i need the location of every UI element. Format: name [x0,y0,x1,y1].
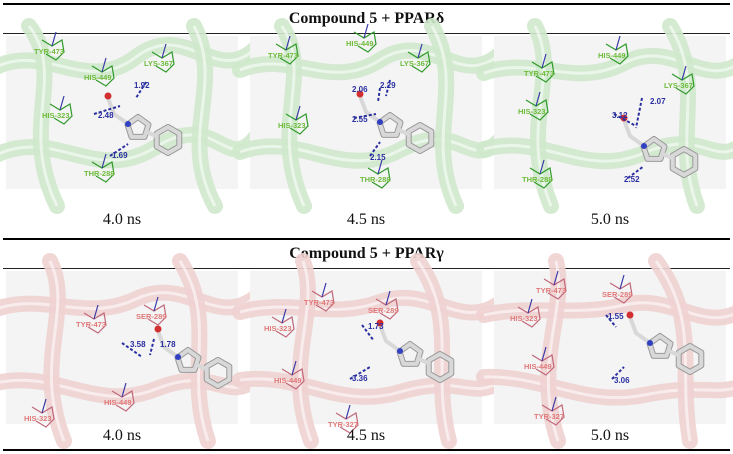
ligand-nitrogen [641,143,647,149]
figure [3,3,730,451]
distance-label: 1.92 [134,81,150,90]
residue-label: THR-288 [84,169,115,178]
residue-label: SER-289 [136,312,167,321]
panel-delta-3 [494,36,726,189]
residue-label: TYR-473 [268,51,299,60]
ligand-nitrogen [397,348,403,354]
distance-label: 3.12 [612,111,628,120]
molecule-render [494,271,726,424]
residue-label: TYR-327 [328,420,359,429]
residue-label: HIS-449 [104,398,132,407]
section-title-gamma: Compound 5 + PPARγ [289,245,444,262]
residue-label: TYR-473 [76,320,107,329]
residue-label: HIS-449 [274,376,302,385]
residue-label: HIS-323 [264,324,292,333]
distance-label: 3.58 [130,340,146,349]
residue-label: HIS-323 [518,107,546,116]
molecule-render [6,271,238,424]
molecule-render [6,36,238,189]
carboxyl-oxygen [105,93,112,100]
distance-label: 1.69 [112,151,128,160]
residue-label: HIS-449 [524,362,552,371]
time-label: 4.0 ns [102,211,142,228]
distance-label: 2.52 [624,175,640,184]
molecule-render [250,271,482,429]
residue-label: TYR-473 [304,298,335,307]
residue-label: THR-288 [522,175,553,184]
residue-label: TYR-473 [524,69,555,78]
ligand-nitrogen [175,354,181,360]
time-label: 5.0 ns [590,211,630,228]
panel-gamma-1 [6,271,238,424]
residue-label: HIS-449 [84,73,112,82]
section-divider [3,238,730,240]
distance-label: 2.07 [650,97,666,106]
residue-label: THR-288 [360,175,391,184]
distance-label: 3.06 [614,376,630,385]
residue-label: HIS-449 [346,39,374,48]
residue-label: TYR-473 [536,286,567,295]
residue-label: TYR-327 [534,412,565,421]
time-label: 4.5 ns [346,427,386,444]
residue-label: SER-289 [602,290,633,299]
residue-label: LYS-367 [400,59,429,68]
residue-label: HIS-323 [24,414,52,423]
molecule-render [250,36,482,189]
distance-label: 2.06 [352,85,368,94]
panel-delta-1 [6,36,238,189]
section-rule [3,268,730,269]
panel-gamma-3 [494,271,726,424]
panel-gamma-2 [250,271,482,429]
distance-label: 2.29 [380,81,396,90]
residue-label: LYS-367 [664,81,693,90]
ligand-nitrogen [377,119,383,125]
residue-label: HIS-449 [598,51,626,60]
residue-label: HIS-323 [278,121,306,130]
residue-label: HIS-323 [42,111,70,120]
distance-label: 1.73 [368,322,384,331]
residue-label: LYS-367 [144,59,173,68]
time-label: 5.0 ns [590,427,630,444]
molecule-render [494,36,726,189]
carboxyl-oxygen [627,312,634,319]
distance-label: 1.78 [160,340,176,349]
distance-label: 2.15 [370,153,386,162]
panel-delta-2 [250,36,482,189]
top-rule [3,3,730,5]
carboxyl-oxygen [155,326,162,333]
section-title-delta: Compound 5 + PPARδ [288,10,445,27]
ligand-nitrogen [647,340,653,346]
distance-label: 1.55 [608,312,624,321]
distance-label: 2.48 [98,111,114,120]
bottom-rule [3,449,730,451]
residue-label: SER-289 [368,306,399,315]
time-label: 4.0 ns [102,427,142,444]
distance-label: 3.36 [352,374,368,383]
distance-label: 2.55 [352,115,368,124]
section-rule [3,33,730,34]
time-label: 4.5 ns [346,211,386,228]
ligand-nitrogen [125,121,131,127]
residue-label: TYR-473 [34,47,65,56]
residue-label: HIS-323 [510,314,538,323]
